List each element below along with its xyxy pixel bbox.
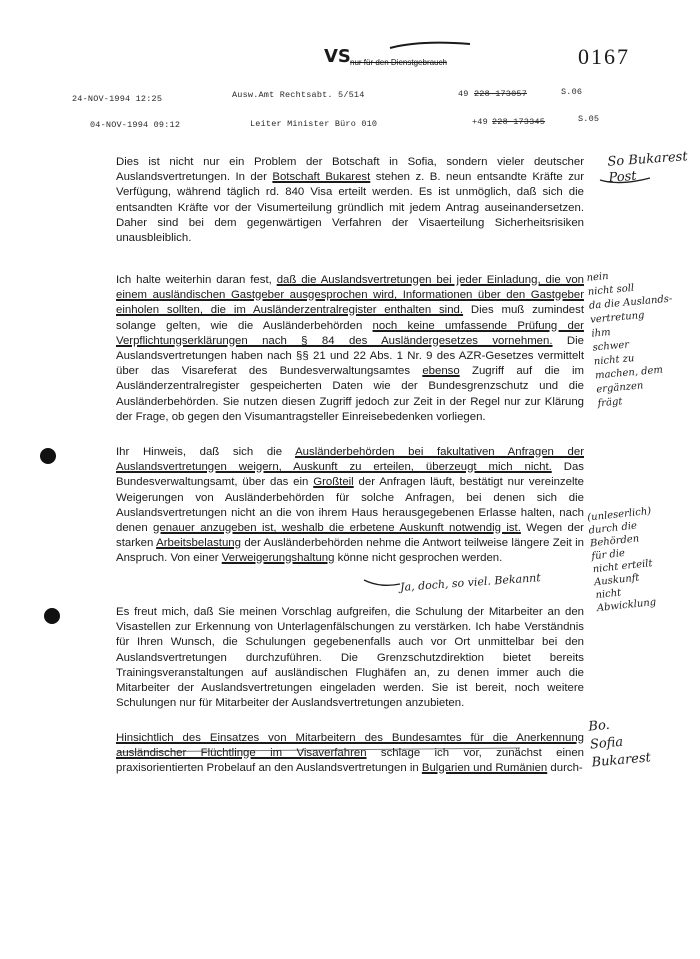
handwritten-note-authorities: (unleserlich) durch die Behörden für die nicht erteilt Auskunft nicht Abwicklung <box>586 505 657 615</box>
text-segment: Ich halte weiterhin daran fest, <box>116 274 277 286</box>
text-segment: schlage ich vor, zunächst einen praxisorientierten Probelauf an den Auslandsvertretungen in <box>116 747 584 775</box>
underlined-text-segment: Großteil <box>313 476 354 489</box>
fax-header-1-datetime: 24-NOV-1994 12:25 <box>72 94 163 104</box>
underlined-text-segment: Ausländerbehörden bei fakultativen Anfragen der Auslandsvertretungen weigern, Auskunft zu erteilen, überzeugt mich nicht. <box>116 446 584 474</box>
underlined-text-segment: Bulgarien und Rumänien <box>421 762 548 775</box>
handwritten-note-host-info: nein nicht soll da die Auslands- vertretung ihm schwer nicht zu machen, dem ergänzen frägt <box>586 270 673 410</box>
fax-header-1-page: S.06 <box>561 87 583 97</box>
fax-header-2-sender: Leiter Minister Büro 010 <box>250 119 378 129</box>
handwritten-note-inline: Ja, doch, so viel. Bekannt <box>399 571 542 594</box>
underlined-text-segment: Arbeitsbelastung <box>156 537 241 550</box>
text-segment: Dies ist nicht nur ein Problem der Botschaft in Sofia, sondern vieler deutscher Auslandsvertretungen. In der <box>116 156 584 184</box>
fax-header-2-datetime: 04-NOV-1994 09:12 <box>90 120 181 130</box>
text-segment: Das Bundesverwaltungsamt, über das ein <box>116 461 584 489</box>
handwritten-note-bukarest: So Bukarest Post <box>606 149 689 186</box>
underlined-text-segment: Botschaft Bukarest <box>272 171 371 184</box>
fax-header-2-page: S.05 <box>578 114 600 124</box>
text-segment: Es freut mich, daß Sie meinen Vorschlag aufgreifen, die Schulung der Mitarbeiter an den Visastellen zur Erkennung von Unterlagenfälschungen zu verstärken. Ich habe Verständnis für Ihren Wunsch, die Schulungen gegebenenfalls auch vor Ort unmittelbar bei den Auslandsvertretungen durchzuführen. Die Grenzschutzdirektion bietet bereits Trainingsveranstaltungen auf ausländischen Flughäfen an, zu denen immer auch die Mitarbeiter der Auslandsvertretungen eingeladen werden. Sie ist bereit, noch weitere Schulungen nur für Mitarbeiter der Auslandsvertretungen anzubieten. <box>116 606 584 710</box>
underlined-text-segment: daß die Auslandsvertretungen bei jeder Einladung, die von einem ausländischen Gastgeber ausgesprochen wird, Informationen über den Gastgeber einholen sollten, die im Ausländerzentralregister enthalten sind. <box>116 274 584 317</box>
fax-header-1-sender: Ausw.Amt Rechtsabt. 5/514 <box>232 90 365 100</box>
underlined-text-segment: noch keine umfassende Prüfung der Verpflichtungserklärungen nach § 84 des Ausländergesetzes vornehmen. <box>116 319 584 347</box>
text-segment: Die Auslandsvertretungen haben nach §§ 21 und 22 Abs. 1 Nr. 9 des AZR-Gesetzes vermittelt über das Visareferat des Bundesverwaltungsamtes <box>116 334 584 378</box>
underlined-text-segment: Verweigerungshaltung <box>221 552 335 565</box>
text-segment: Zugriff auf die im Ausländerzentralregister gespeicherten Daten wie der Bundesgrenzschutz und die Ausländerbehörden. Sie nutzen diesen Zugriff jedoch zur Zeit in der Regel nur zur Klärung der Frage, ob gegen den Visumantragsteller Einreisebedenken vorliegen. <box>116 365 584 423</box>
classification-stamp: VS <box>324 46 351 67</box>
text-segment: Ihr Hinweis, daß sich die <box>116 446 296 458</box>
fax-header-2-phone-prefix: +49 <box>472 117 488 127</box>
text-segment: der Ausländerbehörden nehme die Antwort teilweise längere Zeit in Anspruch. Von einer <box>116 537 585 565</box>
text-segment: durch- <box>547 762 583 775</box>
text-segment: stehen z. B. neun entsandte Kräfte zur Verfügung, während täglich rd. 840 Visa erteilt werden. Es ist unmöglich, daß sich die entsandten Kräfte vor der Visumerteilung gründlich mit jedem Antrag auseinandersetzen. Daher sind bei dem gegenwärtigen Verfahren der Visaerteilung Sicherheitsrisiken unausbleiblich. <box>116 171 585 245</box>
text-segment: könne nicht gesprochen werden. <box>334 552 503 565</box>
document-number: 0167 <box>578 44 630 69</box>
text-segment: Wegen der starken <box>116 522 584 550</box>
classification-stamp-subtext: nur für den Dienstgebrauch <box>350 58 447 67</box>
text-segment: Dies muß zumindest solange gelten, wie die Ausländerbehörden <box>116 304 584 332</box>
underlined-text-segment: Hinsichtlich des Einsatzes von Mitarbeitern des Bundesamtes für die Anerkennung ausländischer Flüchtlinge im Visaverfahren <box>116 732 584 760</box>
fax-header-1-phone-struck: 228 173057 <box>474 89 528 99</box>
fax-header-1-phone-prefix: 49 <box>458 89 469 99</box>
underlined-text-segment: ebenso <box>422 365 460 378</box>
handwritten-note-sofia: Bo. Sofia Bukarest <box>587 717 652 771</box>
underlined-text-segment: genauer anzugeben ist, weshalb die erbetene Auskunft notwendig ist. <box>153 522 521 535</box>
fax-header-2-phone-struck: 228 173345 <box>492 117 546 127</box>
text-segment: der Anfragen läuft, bestätigt nur vereinzelte Weigerungen von Ausländerbehörden für solche Anfragen, bei denen sich die Auslandsvertretungen nicht an die von ihrem Haus herausgegebenen Erlasse halten, nach denen <box>116 476 584 535</box>
